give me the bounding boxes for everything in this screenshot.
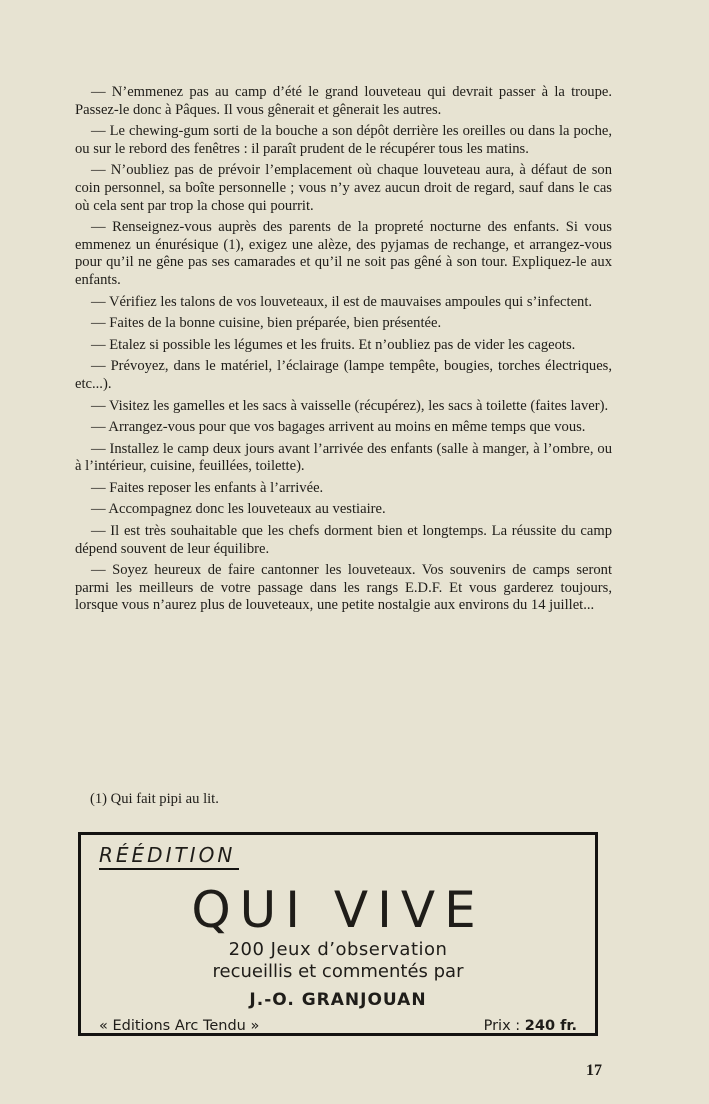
reedition-label: RÉÉDITION — [99, 843, 239, 870]
paragraph: — Installez le camp deux jours avant l’arrivée des enfants (salle à manger, à l’ombre, ou à l’intérieur, cuisine, feuillées, toilette). — [75, 440, 612, 475]
paragraph: — Etalez si possible les légumes et les fruits. Et n’oubliez pas de vider les cageots. — [91, 336, 576, 353]
price-label: Prix : — [483, 1018, 521, 1034]
book-title: QUI VIVE — [191, 881, 485, 939]
paragraph: — Soyez heureux de faire cantonner les louveteaux. Vos souvenirs de camps seront parmi les meilleurs de votre passage dans les rangs E.D.F. Et vous garderez toujours, lorsque vous n’aurez plus de louveteaux, une petite nostalgie aux environs du 14 juillet... — [75, 562, 612, 614]
publisher: « Editions Arc Tendu » — [99, 1018, 260, 1034]
paragraph: — N’oubliez pas de prévoir l’emplacement où chaque louveteau aura, à défaut de son coin personnel, sa boîte personnelle ; vous n’y avez aucun droit de regard, sauf dans le cas où cela sent par trop la chose qui pourrit. — [75, 162, 612, 214]
paragraph: — Arrangez-vous pour que vos bagages arrivent au moins en même temps que vous. — [91, 419, 586, 436]
price-value: 240 fr. — [524, 1018, 577, 1034]
paragraph: — Le chewing-gum sorti de la bouche a son dépôt derrière les oreilles ou dans la poche, ou sur le rebord des fenêtres : il paraît prudent de le récupérer tous les matins. — [75, 123, 612, 157]
advertisement-box — [78, 832, 598, 1036]
paragraph: — Il est très souhaitable que les chefs dorment bien et longtemps. La réussite du camp dépend souvent de leur équilibre. — [75, 523, 612, 557]
paragraph: — Visitez les gamelles et les sacs à vaisselle (récupérez), les sacs à toilette (faites laver). — [91, 397, 609, 414]
paragraph: — Prévoyez, dans le matériel, l’éclairage (lampe tempête, bougies, torches électriques, etc...). — [75, 358, 612, 392]
paragraph: — N’emmenez pas au camp d’été le grand louveteau qui devrait passer à la troupe. Passez-le donc à Pâques. Il vous gênerait et gênerait les autres. — [75, 84, 612, 118]
price — [484, 1018, 577, 1034]
main-text — [75, 84, 612, 619]
page-number: 17 — [586, 1062, 602, 1079]
paragraph: — Vérifiez les talons de vos louveteaux, il est de mauvaises ampoules qui s’infectent. — [91, 293, 593, 310]
paragraph: — Faites reposer les enfants à l’arrivée. — [91, 479, 324, 496]
paragraph: — Accompagnez donc les louveteaux au vestiaire. — [91, 501, 386, 518]
book-subtitle-line1: 200 Jeux d’observation — [228, 939, 448, 960]
paragraph: — Renseignez-vous auprès des parents de la propreté nocturne des enfants. Si vous emmenez un énurésique (1), exigez une alèze, des pyjamas de rechange, et arrangez-vous pour qu’il ne gêne pas ses camarades et qu’il ne soit pas gêné à son tour. Expliquez-le aux enfants. — [75, 219, 612, 288]
book-author: J.-O. GRANJOUAN — [249, 990, 427, 1010]
book-subtitle-line2: recueillis et commentés par — [212, 961, 464, 982]
footnote: (1) Qui fait pipi au lit. — [90, 791, 219, 807]
paragraph: — Faites de la bonne cuisine, bien préparée, bien présentée. — [91, 315, 442, 332]
